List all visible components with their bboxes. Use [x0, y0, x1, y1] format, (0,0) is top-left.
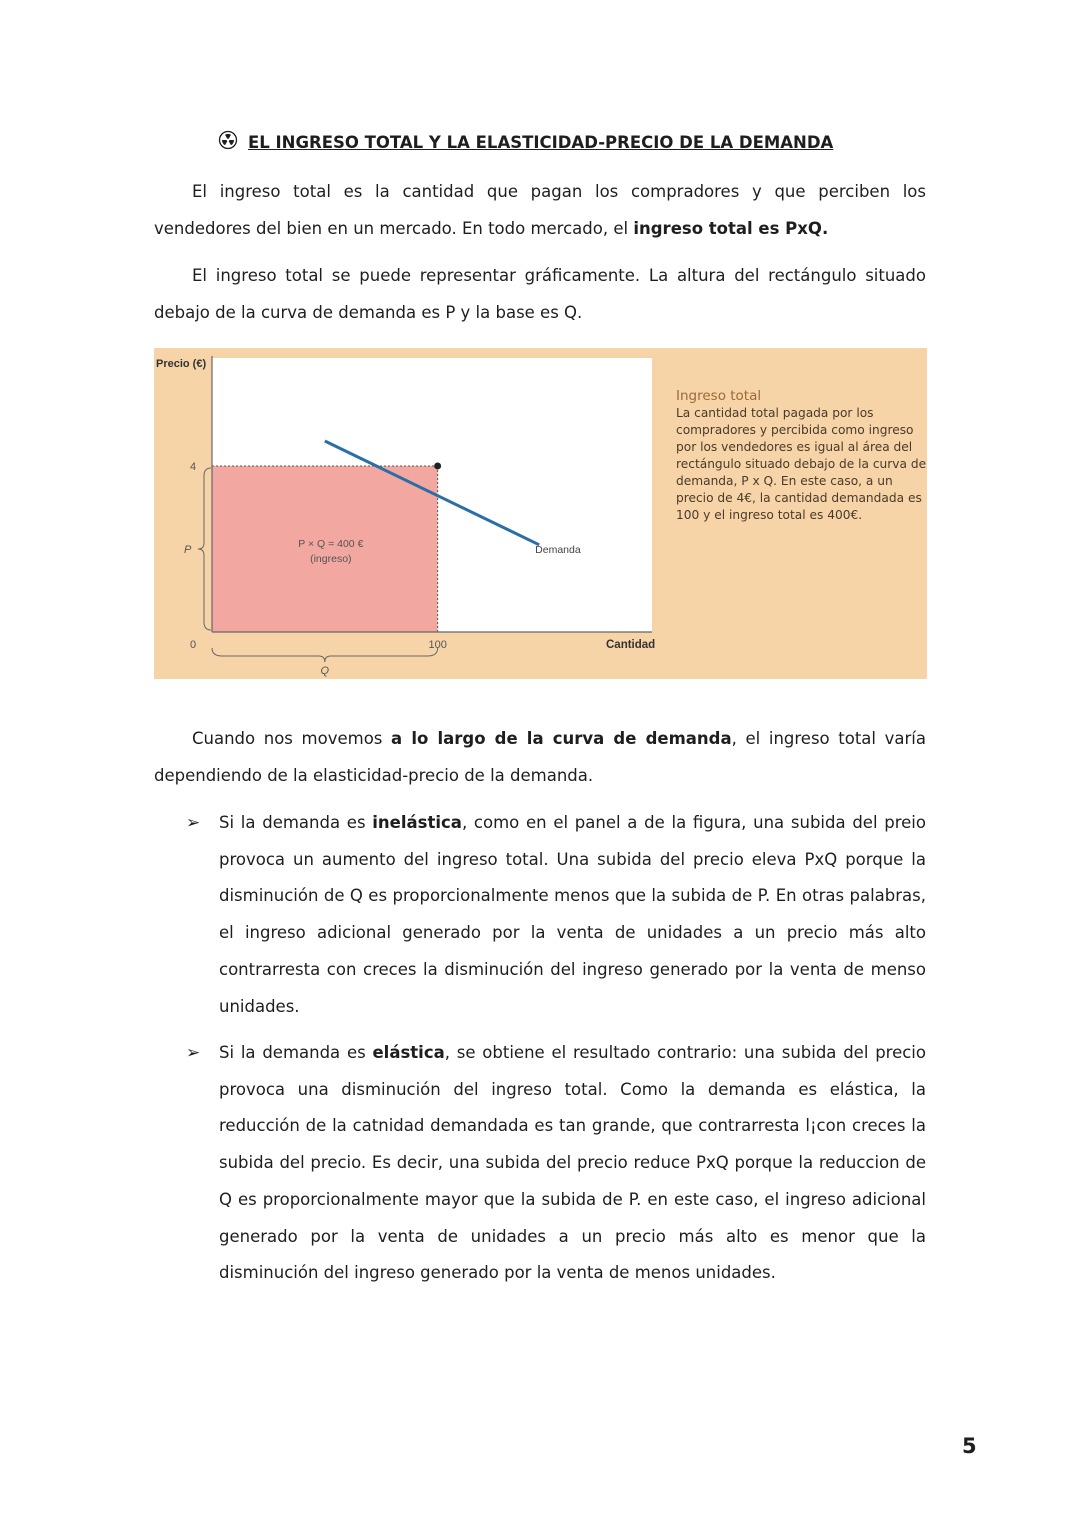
paragraph-curva-demanda: Cuando nos movemos a lo largo de la curva de demanda, el ingreso total varía dependiendo de la elasticidad-precio de la demanda. [154, 729, 926, 785]
bold-curva-demanda: a lo largo de la curva de demanda [391, 729, 732, 748]
rect-sublabel: (ingreso) [310, 552, 352, 565]
chart-legend [676, 388, 928, 524]
bold-ingreso-total: ingreso total es PxQ. [633, 218, 829, 238]
bullet-arrow-icon: ➢ [186, 1043, 201, 1063]
demand-point [434, 462, 441, 469]
y-tick-label: 4 [190, 460, 197, 473]
bullet-arrow-icon: ➢ [186, 813, 201, 833]
bold-inelastica: inelástica [372, 813, 462, 832]
demand-series-label: Demanda [535, 543, 581, 556]
bold-elastica: elástica [372, 1043, 445, 1062]
bullet-inelastica: Si la demanda es inelástica, como en el panel a de la figura, una subida del preio provoca un aumento del ingreso total. Una subida del precio eleva PxQ porque la disminución de Q es proporcionalmente menos que la subida de P. En otras palabras, el ingreso adicional generado por la venta de unidades a un precio más alto contrarresta con creces la disminución del ingreso generado por la venta de menso unidades. [219, 813, 926, 1016]
paragraph-grafico: El ingreso total se puede representar gráficamente. La altura del rectángulo situado debajo de la curva de demanda es P y la base es Q. [154, 266, 926, 322]
origin-label: 0 [190, 639, 197, 651]
page-number: 5 [962, 1434, 977, 1458]
x-axis-label: Cantidad [606, 639, 656, 651]
p-brace [198, 468, 211, 630]
p-label: P [184, 543, 192, 556]
ingreso-total-chart [154, 348, 927, 679]
section-title: EL INGRESO TOTAL Y LA ELASTICIDAD-PRECIO DE LA DEMANDA [248, 132, 834, 152]
legend-title: Ingreso total [676, 388, 762, 404]
x-tick-label: 100 [428, 639, 447, 651]
section-heading [218, 130, 833, 154]
bullet-elastica: Si la demanda es elástica, se obtiene el resultado contrario: una subida del precio provoca una disminución del ingreso total. Como la demanda es elástica, la reducción de la catnidad demandada es tan grande, que contrarresta l¡con creces la subida del precio. Es decir, una subida del precio reduce PxQ porque la reduccion de Q es proporcionalmente mayor que la subida de P. en este caso, el ingreso adicional generado por la venta de unidades a un precio más alto es menor que la disminución del ingreso generado por la venta de menos unidades. [219, 1043, 926, 1283]
y-axis-label: Precio (€) [156, 358, 207, 370]
paragraph-ingreso-total: El ingreso total es la cantidad que pagan los compradores y que perciben los vendedores del bien en un mercado. En todo mercado, el ingreso total es PxQ. [154, 182, 926, 238]
legend-text: La cantidad total pagada por los compradores y percibida como ingreso por los vendedores es igual al área del rectángulo situado debajo de la curva de demanda, P x Q. En este caso, a un precio de 4€, la cantidad demandada es 100 y el ingreso total es 400€. [676, 406, 927, 522]
q-label: Q [320, 665, 330, 677]
radioactive-circle-icon [218, 130, 238, 154]
rect-label: P × Q = 400 € [298, 537, 364, 550]
q-brace [212, 648, 438, 662]
